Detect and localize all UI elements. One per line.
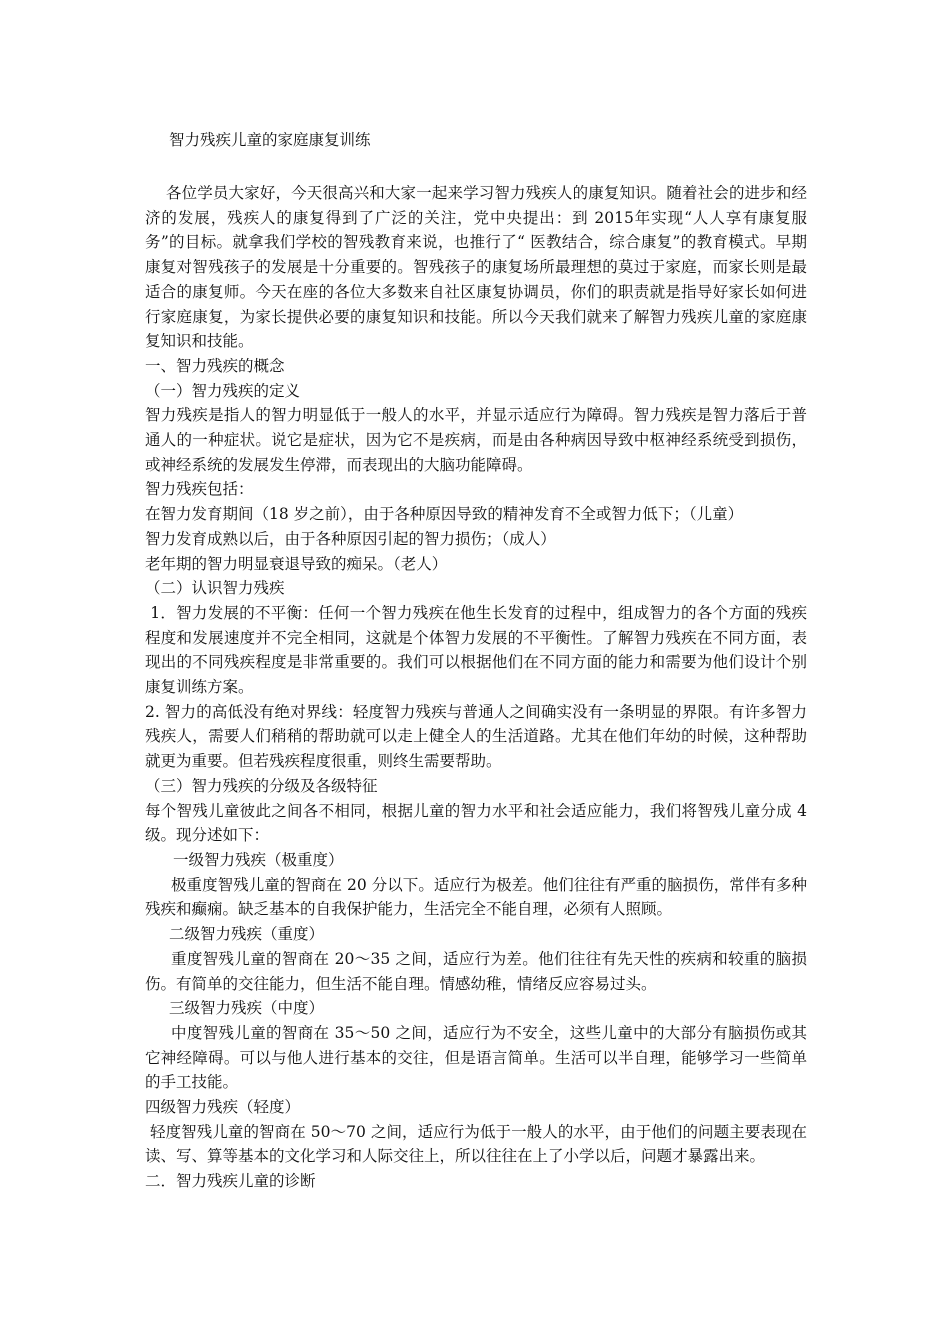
grade-intro-paragraph: 每个智残儿童彼此之间各不相同，根据儿童的智力水平和社会适应能力，我们将智残儿童分成 4 级。现分述如下： xyxy=(145,801,807,845)
includes-item-2: 智力发育成熟以后，由于各种原因引起的智力损伤；（成人） xyxy=(145,529,556,548)
includes-item-3: 老年期的智力明显衰退导致的痴呆。（老人） xyxy=(145,554,448,573)
includes-label: 智力残疾包括： xyxy=(145,480,254,499)
grade-3-text: 中度智残儿童的智商在 35～50 之间，适应行为不安全，这些儿童中的大部分有脑损伤或其它神经障碍。可以与他人进行基本的交往，但是语言简单。生活可以半自理，能够学习一些简单的手工技能。 xyxy=(145,1023,807,1092)
definition-paragraph: 智力残疾是指人的智力明显低于一般人的水平，并显示适应行为障碍。智力残疾是智力落后于普通人的一种症状。说它是症状，因为它不是疾病，而是由各种病因导致中枢神经系统受到损伤，或神经系统的发展发生停滞，而表现出的大脑功能障碍。 xyxy=(145,406,807,474)
document-title: 智力残疾儿童的家庭康复训练 xyxy=(169,131,371,149)
intro-paragraph: 各位学员大家好，今天很高兴和大家一起来学习智力残疾人的康复知识。随着社会的进步和经济的发展，残疾人的康复得到了广泛的关注，党中央提出：到 2015年实现“人人享有康复服务”的目标。就拿我们学校的智残教育来说，也推行了“ 医教结合，综合康复”的教育模式。早期康复对智残孩子的发展是十分重要的。智残孩子的康复场所最理想的莫过于家庭，而家长则是最适合的康复师。今天在座的各位大多数来自社区康复协调员，你们的职责就是指导好家长如何进行家庭康复，为家长提供必要的康复知识和技能。所以今天我们就来了解智力残疾儿童的家庭康复知识和技能。 xyxy=(145,184,807,351)
document-page xyxy=(145,128,807,1194)
grade-4-title: 四级智力残疾（轻度） xyxy=(145,1098,301,1117)
subsection-heading-2: （二）认识智力残疾 xyxy=(145,579,285,598)
spacer xyxy=(145,152,807,181)
grade-1-title: 一级智力残疾（极重度） xyxy=(173,850,344,869)
subsection-heading-3: （三）智力残疾的分级及各级特征 xyxy=(145,776,378,795)
section-heading-2: 二．智力残疾儿童的诊断 xyxy=(145,1172,316,1191)
know-paragraph-2: 2. 智力的高低没有绝对界线：轻度智力残疾与普通人之间确实没有一条明显的界限。有许多智力残疾人，需要人们稍稍的帮助就可以走上健全人的生活道路。尤其在他们年幼的时候，这种帮助就更为重要。但若残疾程度很重，则终生需要帮助。 xyxy=(145,702,807,771)
grade-1-text: 极重度智残儿童的智商在 20 分以下。适应行为极差。他们往往有严重的脑损伤，常伴有多种残疾和癫痫。缺乏基本的自我保护能力，生活完全不能自理，必须有人照顾。 xyxy=(145,875,807,919)
includes-item-1: 在智力发育期间（18 岁之前），由于各种原因导致的精神发育不全或智力低下；（儿童） xyxy=(145,505,744,524)
subsection-heading-1: （一）智力残疾的定义 xyxy=(145,381,301,400)
grade-2-text: 重度智残儿童的智商在 20～35 之间，适应行为差。他们往往有先天性的疾病和较重的脑损伤。有简单的交往能力，但生活不能自理。情感幼稚，情绪反应容易过头。 xyxy=(145,949,807,993)
grade-4-text: 轻度智残儿童的智商在 50～70 之间，适应行为低于一般人的水平，由于他们的问题主要表现在读、写、算等基本的文化学习和人际交往上，所以往往在上了小学以后，问题才暴露出来。 xyxy=(145,1122,807,1166)
know-paragraph-1: 1．智力发展的不平衡：任何一个智力残疾在他生长发育的过程中，组成智力的各个方面的残疾程度和发展速度并不完全相同，这就是个体智力发展的不平衡性。了解智力残疾在不同方面，表现出的不同残疾程度是非常重要的。我们可以根据他们在不同方面的能力和需要为他们设计个别康复训练方案。 xyxy=(145,603,807,697)
grade-3-title: 三级智力残疾（中度） xyxy=(169,999,325,1018)
grade-2-title: 二级智力残疾（重度） xyxy=(169,925,325,944)
section-heading-1: 一、智力残疾的概念 xyxy=(145,356,285,375)
